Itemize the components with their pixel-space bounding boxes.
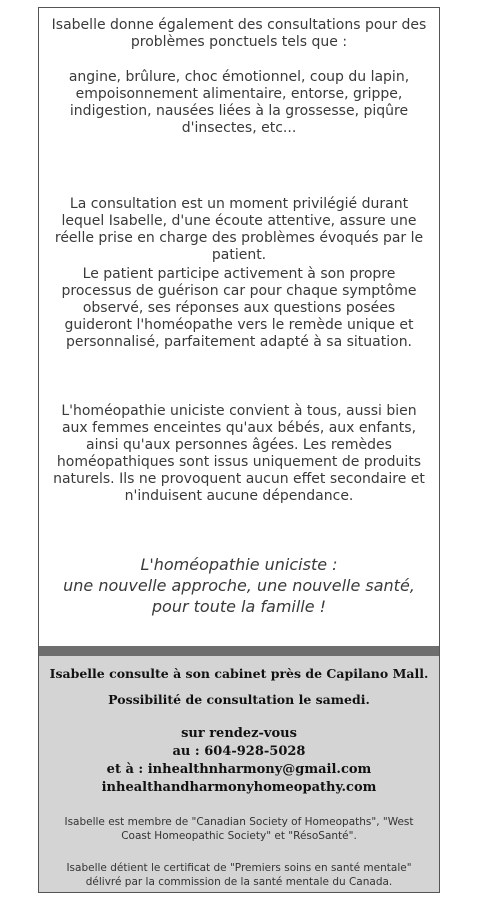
contact-block bbox=[43, 725, 435, 797]
intro-paragraph: Isabelle donne également des consultations pour des problèmes ponctuels tels que : bbox=[51, 17, 427, 50]
homeopathy-paragraph: L'homéopathie uniciste convient à tous, aussi bien aux femmes enceintes qu'aux bébés, aux enfants, ainsi qu'aux personnes âgées. Les remèdes homéopathiques sont issus uniquement de produits naturels. Ils ne provoquent aucun effet secondaire et n'induisent aucune dépendance. bbox=[53, 403, 425, 504]
slogan bbox=[47, 554, 431, 617]
section-divider bbox=[39, 646, 439, 656]
phone-number[interactable]: au : 604-928-5028 bbox=[172, 744, 306, 759]
consultation-paragraph: La consultation est un moment privilégié durant lequel Isabelle, d'une écoute attentive, assure une réelle prise en charge des problèmes évoqués par le patient. bbox=[54, 196, 424, 263]
flyer-page bbox=[38, 7, 440, 893]
website-link[interactable]: inhealthandharmonyhomeopathy.com bbox=[101, 780, 377, 795]
email-link[interactable]: et à : inhealthnharmony@gmail.com bbox=[106, 762, 372, 777]
slogan-line: L'homéopathie uniciste : bbox=[140, 555, 338, 574]
saturday-text: Possibilité de consultation le samedi. bbox=[108, 692, 370, 707]
conditions-list: angine, brûlure, choc émotionnel, coup du lapin, empoisonnement alimentaire, entorse, grippe, indigestion, nausées liées à la grossesse, piqûre d'insectes, etc... bbox=[68, 69, 410, 136]
appointment-text: sur rendez-vous bbox=[181, 726, 297, 741]
contact-footer bbox=[39, 656, 439, 893]
patient-paragraph: Le patient participe activement à son propre processus de guérison car pour chaque symptôme observé, ses réponses aux questions posées guideront l'homéopathe vers le remède unique et personnalisé, parfaitement adapté à sa situation. bbox=[61, 266, 417, 350]
certificate-text: Isabelle détient le certificat de "Premiers soins en santé mentale" délivré par la commission de la santé mentale du Canada. bbox=[66, 862, 412, 888]
slogan-line: une nouvelle approche, une nouvelle santé, bbox=[63, 576, 415, 595]
content-section bbox=[39, 8, 439, 646]
location-text: Isabelle consulte à son cabinet près de Capilano Mall. bbox=[49, 666, 429, 681]
membership-text: Isabelle est membre de "Canadian Society of Homeopaths", "West Coast Homeopathic Society" et "RésoSanté". bbox=[64, 816, 414, 842]
slogan-line: pour toute la famille ! bbox=[151, 597, 327, 616]
